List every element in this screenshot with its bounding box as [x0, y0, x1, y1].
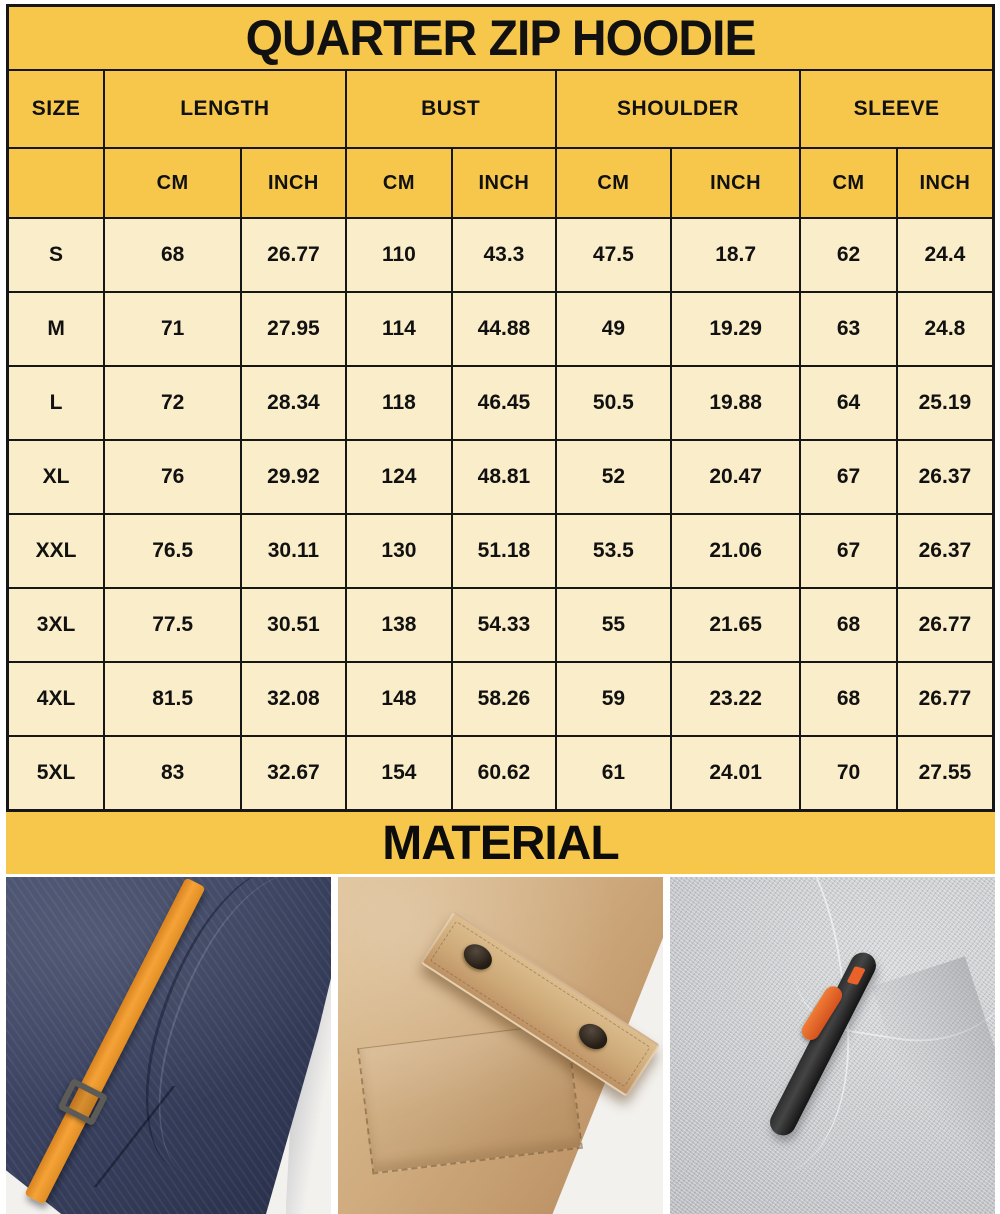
value-cell: 110: [346, 218, 452, 292]
value-cell: 53.5: [556, 514, 671, 588]
value-cell: 29.92: [241, 440, 346, 514]
value-cell: 26.37: [897, 514, 994, 588]
value-cell: 67: [800, 440, 897, 514]
size-table-body: [8, 218, 994, 811]
value-cell: 43.3: [452, 218, 556, 292]
value-cell: 76: [104, 440, 241, 514]
value-cell: 72: [104, 366, 241, 440]
value-cell: 61: [556, 736, 671, 811]
value-cell: 68: [800, 588, 897, 662]
value-cell: 64: [800, 366, 897, 440]
value-cell: 60.62: [452, 736, 556, 811]
size-cell: XL: [8, 440, 105, 514]
unit-header-row: [8, 148, 994, 218]
value-cell: 70: [800, 736, 897, 811]
table-row: [8, 736, 994, 811]
col-header-shoulder: SHOULDER: [556, 70, 801, 148]
value-cell: 24.8: [897, 292, 994, 366]
size-cell: 3XL: [8, 588, 105, 662]
value-cell: 63: [800, 292, 897, 366]
value-cell: 32.67: [241, 736, 346, 811]
value-cell: 32.08: [241, 662, 346, 736]
value-cell: 138: [346, 588, 452, 662]
value-cell: 19.29: [671, 292, 800, 366]
value-cell: 76.5: [104, 514, 241, 588]
value-cell: 71: [104, 292, 241, 366]
material-section-header: [6, 812, 995, 874]
material-photo-gray-zipper: [670, 877, 995, 1214]
value-cell: 19.88: [671, 366, 800, 440]
value-cell: 124: [346, 440, 452, 514]
col-header-sleeve: SLEEVE: [800, 70, 993, 148]
value-cell: 83: [104, 736, 241, 811]
value-cell: 59: [556, 662, 671, 736]
col-header-length: LENGTH: [104, 70, 346, 148]
unit-header-inch: INCH: [452, 148, 556, 218]
unit-header-inch: INCH: [241, 148, 346, 218]
table-row: [8, 662, 994, 736]
size-chart-table: [6, 4, 995, 812]
value-cell: 68: [800, 662, 897, 736]
value-cell: 154: [346, 736, 452, 811]
title-row: [8, 6, 994, 71]
size-cell: 4XL: [8, 662, 105, 736]
value-cell: 21.06: [671, 514, 800, 588]
value-cell: 49: [556, 292, 671, 366]
zipper-slider: [847, 966, 866, 985]
snap-button: [574, 1019, 612, 1055]
unit-header-inch: INCH: [671, 148, 800, 218]
value-cell: 26.77: [897, 662, 994, 736]
value-cell: 25.19: [897, 366, 994, 440]
table-row: [8, 514, 994, 588]
unit-header-cm: CM: [800, 148, 897, 218]
size-cell: S: [8, 218, 105, 292]
col-header-size: SIZE: [8, 70, 105, 148]
size-cell: L: [8, 366, 105, 440]
value-cell: 118: [346, 366, 452, 440]
unit-header-inch: INCH: [897, 148, 994, 218]
unit-header-cm: CM: [104, 148, 241, 218]
material-photo-navy-strap: [6, 877, 331, 1214]
size-cell: M: [8, 292, 105, 366]
value-cell: 23.22: [671, 662, 800, 736]
value-cell: 55: [556, 588, 671, 662]
value-cell: 50.5: [556, 366, 671, 440]
snap-button: [459, 939, 497, 975]
value-cell: 77.5: [104, 588, 241, 662]
table-row: [8, 440, 994, 514]
material-title: MATERIAL: [382, 816, 619, 870]
value-cell: 27.95: [241, 292, 346, 366]
value-cell: 67: [800, 514, 897, 588]
table-row: [8, 218, 994, 292]
value-cell: 130: [346, 514, 452, 588]
table-row: [8, 366, 994, 440]
value-cell: 47.5: [556, 218, 671, 292]
table-row: [8, 292, 994, 366]
value-cell: 30.51: [241, 588, 346, 662]
value-cell: 21.65: [671, 588, 800, 662]
material-photos-strip: [6, 877, 995, 1214]
value-cell: 30.11: [241, 514, 346, 588]
value-cell: 20.47: [671, 440, 800, 514]
col-header-bust: BUST: [346, 70, 556, 148]
value-cell: 26.77: [241, 218, 346, 292]
value-cell: 18.7: [671, 218, 800, 292]
value-cell: 58.26: [452, 662, 556, 736]
value-cell: 28.34: [241, 366, 346, 440]
value-cell: 68: [104, 218, 241, 292]
value-cell: 81.5: [104, 662, 241, 736]
value-cell: 24.01: [671, 736, 800, 811]
value-cell: 24.4: [897, 218, 994, 292]
value-cell: 114: [346, 292, 452, 366]
value-cell: 54.33: [452, 588, 556, 662]
value-cell: 148: [346, 662, 452, 736]
page-title: QUARTER ZIP HOODIE: [8, 6, 994, 71]
unit-header-empty: [8, 148, 105, 218]
value-cell: 51.18: [452, 514, 556, 588]
size-cell: 5XL: [8, 736, 105, 811]
value-cell: 27.55: [897, 736, 994, 811]
column-group-header-row: [8, 70, 994, 148]
unit-header-cm: CM: [556, 148, 671, 218]
value-cell: 48.81: [452, 440, 556, 514]
size-cell: XXL: [8, 514, 105, 588]
table-row: [8, 588, 994, 662]
value-cell: 26.37: [897, 440, 994, 514]
value-cell: 26.77: [897, 588, 994, 662]
value-cell: 62: [800, 218, 897, 292]
value-cell: 46.45: [452, 366, 556, 440]
unit-header-cm: CM: [346, 148, 452, 218]
material-photo-khaki-pocket: [338, 877, 663, 1214]
value-cell: 44.88: [452, 292, 556, 366]
value-cell: 52: [556, 440, 671, 514]
